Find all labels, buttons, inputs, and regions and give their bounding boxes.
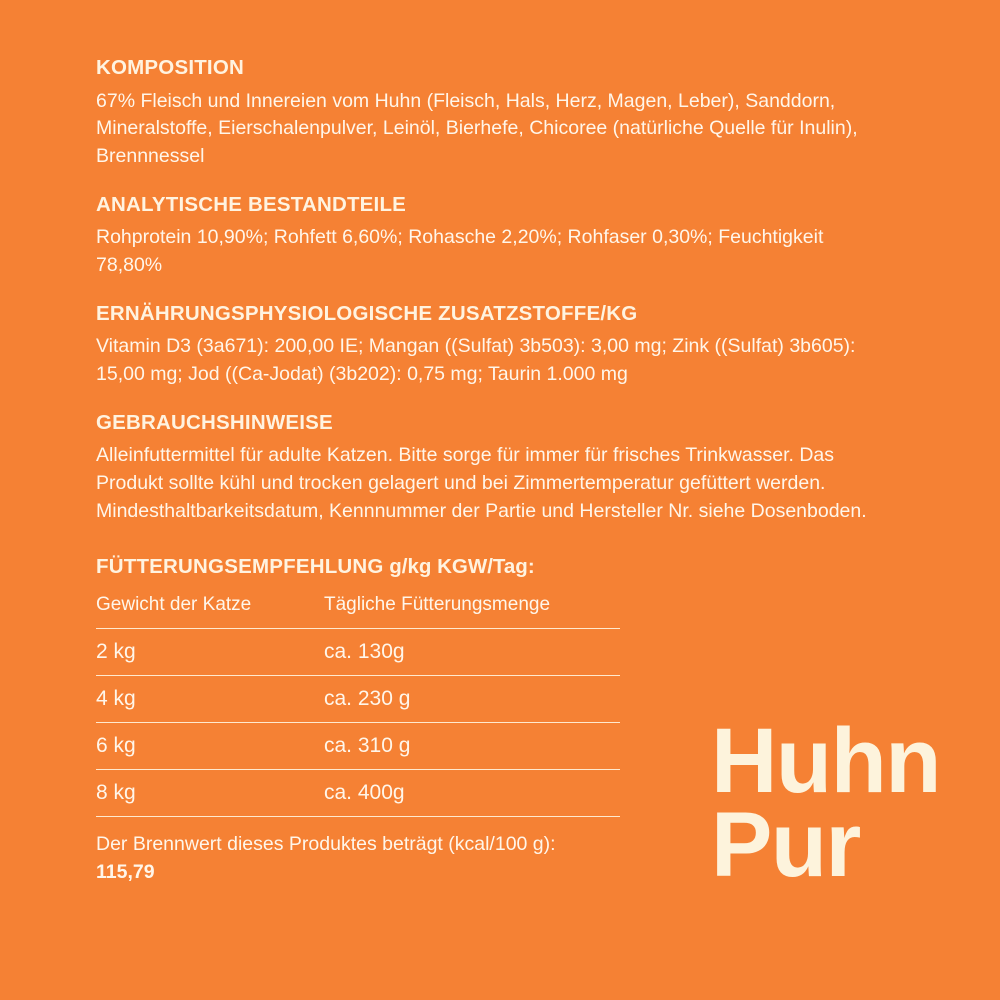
cell-weight: 4 kg xyxy=(96,675,324,722)
feeding-heading-strong: FÜTTERUNGSEMPFEHLUNG xyxy=(96,555,384,579)
product-name-line-2: Pur xyxy=(710,794,860,897)
table-row xyxy=(96,628,620,675)
energy-number: 115,79 xyxy=(96,860,155,883)
product-name xyxy=(710,709,940,897)
cell-amount: ca. 230 g xyxy=(324,675,620,722)
section-heading-analytische-bestandteile: ANALYTISCHE BESTANDTEILE xyxy=(96,192,407,216)
section-zusatzstoffe xyxy=(96,302,940,389)
table-row xyxy=(96,769,620,816)
cell-weight: 8 kg xyxy=(96,769,324,816)
energy-value-text xyxy=(96,831,616,886)
product-name-line-1: Huhn xyxy=(710,709,940,812)
table-row xyxy=(96,675,620,722)
section-heading-gebrauchshinweise: GEBRAUCHSHINWEISE xyxy=(96,410,333,434)
cell-weight: 2 kg xyxy=(96,628,324,675)
feeding-heading xyxy=(96,555,940,580)
feeding-heading-rest: g/kg KGW/Tag: xyxy=(383,555,535,579)
energy-label: Der Brennwert dieses Produktes beträgt (kcal/100 g): xyxy=(96,832,556,855)
cell-amount: ca. 130g xyxy=(324,628,620,675)
cell-amount: ca. 310 g xyxy=(324,722,620,769)
section-gebrauchshinweise xyxy=(96,411,940,526)
section-text-zusatzstoffe: Vitamin D3 (3a671): 200,00 IE; Mangan ((Sulfat) 3b503): 3,00 mg; Zink ((Sulfat) 3b605): 15,00 mg; Jod ((Ca-Jodat) (3b202): 0,75 mg; Taurin 1.000 mg xyxy=(96,335,856,385)
feeding-table xyxy=(96,594,620,817)
table-header-row xyxy=(96,594,620,629)
section-text-analytische-bestandteile: Rohprotein 10,90%; Rohfett 6,60%; Rohasche 2,20%; Rohfaser 0,30%; Feuchtigkeit 78,80% xyxy=(96,226,824,276)
section-komposition xyxy=(96,56,940,171)
column-header-amount: Tägliche Fütterungsmenge xyxy=(324,594,620,629)
section-analytische-bestandteile xyxy=(96,193,940,280)
table-row xyxy=(96,722,620,769)
column-header-weight: Gewicht der Katze xyxy=(96,594,324,629)
section-heading-zusatzstoffe: ERNÄHRUNGSPHYSIOLOGISCHE ZUSATZSTOFFE/KG xyxy=(96,301,638,325)
section-text-komposition: 67% Fleisch und Innereien vom Huhn (Fleisch, Hals, Herz, Magen, Leber), Sanddorn, Mineralstoffe, Eierschalenpulver, Leinöl, Bierhefe, Chicoree (natürliche Quelle für Inulin), Brennnessel xyxy=(96,89,858,167)
section-heading-komposition: KOMPOSITION xyxy=(96,56,244,79)
section-text-gebrauchshinweise: Alleinfuttermittel für adulte Katzen. Bitte sorge für immer für frisches Trinkwasser. Das Produkt sollte kühl und trocken gelagert und bei Zimmertemperatur gefüttert werden. Mindesthaltbarkeitsdatum, Kennnummer der Partie und Hersteller Nr. siehe Dosenboden. xyxy=(96,444,867,522)
cell-amount: ca. 400g xyxy=(324,769,620,816)
cell-weight: 6 kg xyxy=(96,722,324,769)
